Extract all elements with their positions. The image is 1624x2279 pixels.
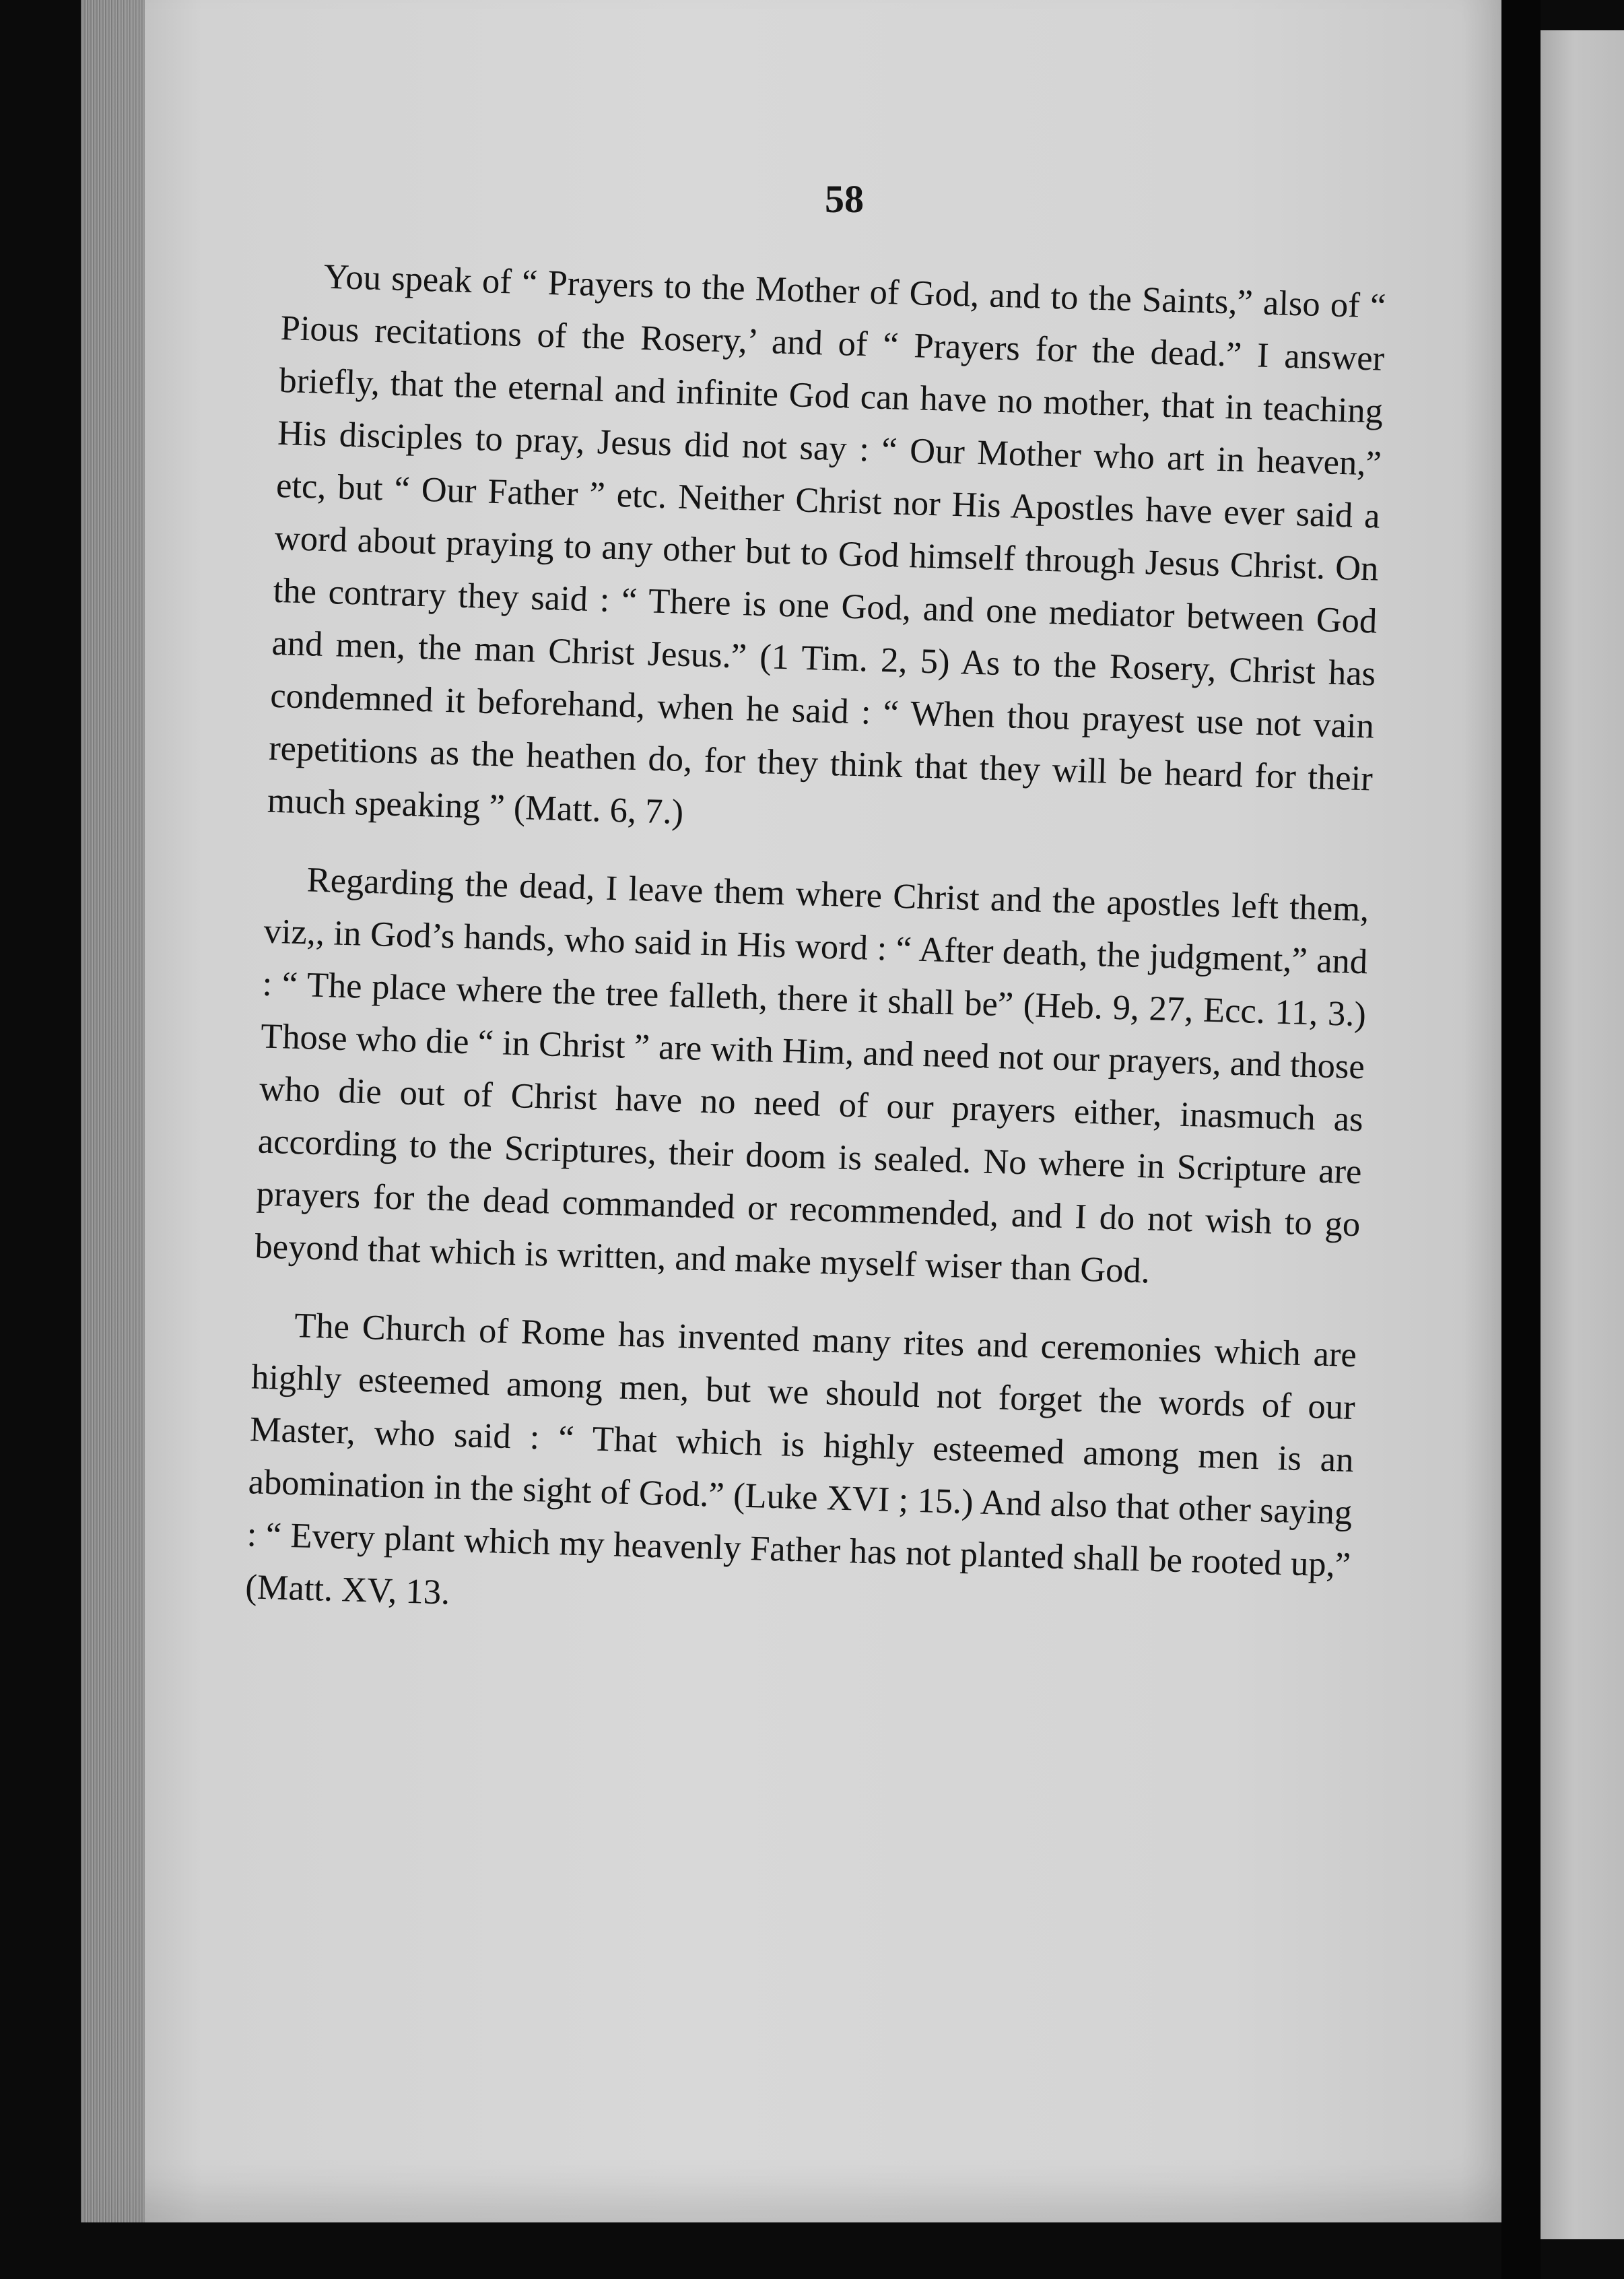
facing-page-strip [1541,30,1624,2239]
page-number: 58 [825,177,864,221]
paragraph-prayers: You speak of “ Prayers to the Mother of God, and to the Saints,” also of “ Pious recitations of the Rosery,’ and of “ Prayers for the dead.” I answer briefly, that the eternal and infinite God can have no mother, that in teaching His disciples to pray, Jesus did not say : “ Our Mother who art in heaven,” etc, but “ Our Father ” etc. Neither Christ nor His Apostles have ever said a word about praying to any other but to God himself through Jesus Christ. On the contrary they said : “ There is one God, and one mediator between God and men, the man Christ Jesus.” (1 Tim. 2, 5) As to the Rosery, Christ has condemned it beforehand, when he said : “ When thou prayest use not vain repetitions as the heathen do, for they think that they will be heard for their much speaking ” (Matt. 6, 7.) [267,257,1387,832]
gutter [1501,0,1541,2279]
page-body [244,249,1386,1670]
page-edge-shadow [81,0,145,2222]
paragraph-rites: The Church of Rome has invented many rites and ceremonies which are highly esteemed among men, but we should not forget the words of our Master, who said : “ That which is highly esteemed among men is an abomination in the sight of God.” (Luke XVI ; 15.) And also that other saying : “ Every plant which my heavenly Father has not planted shall be rooted up,” (Matt. XV, 13. [244,1306,1357,1612]
paragraph-dead: Regarding the dead, I leave them where Christ and the apostles left them, viz,, in God’s hands, who said in His word : “ After death, the judgment,” and : “ The place where the tree falleth, there it shall be” (Heb. 9, 27, Ecc. 11, 3.) Those who die “ in Christ ” are with Him, and need not our prayers, and those who die out of Christ have no need of our prayers either, inasmuch as according to the Scriptures, their doom is sealed. No where in Scripture are prayers for the dead commanded or recommended, and I do not wish to go beyond that which is written, and make myself wiser than God. [254,860,1370,1291]
